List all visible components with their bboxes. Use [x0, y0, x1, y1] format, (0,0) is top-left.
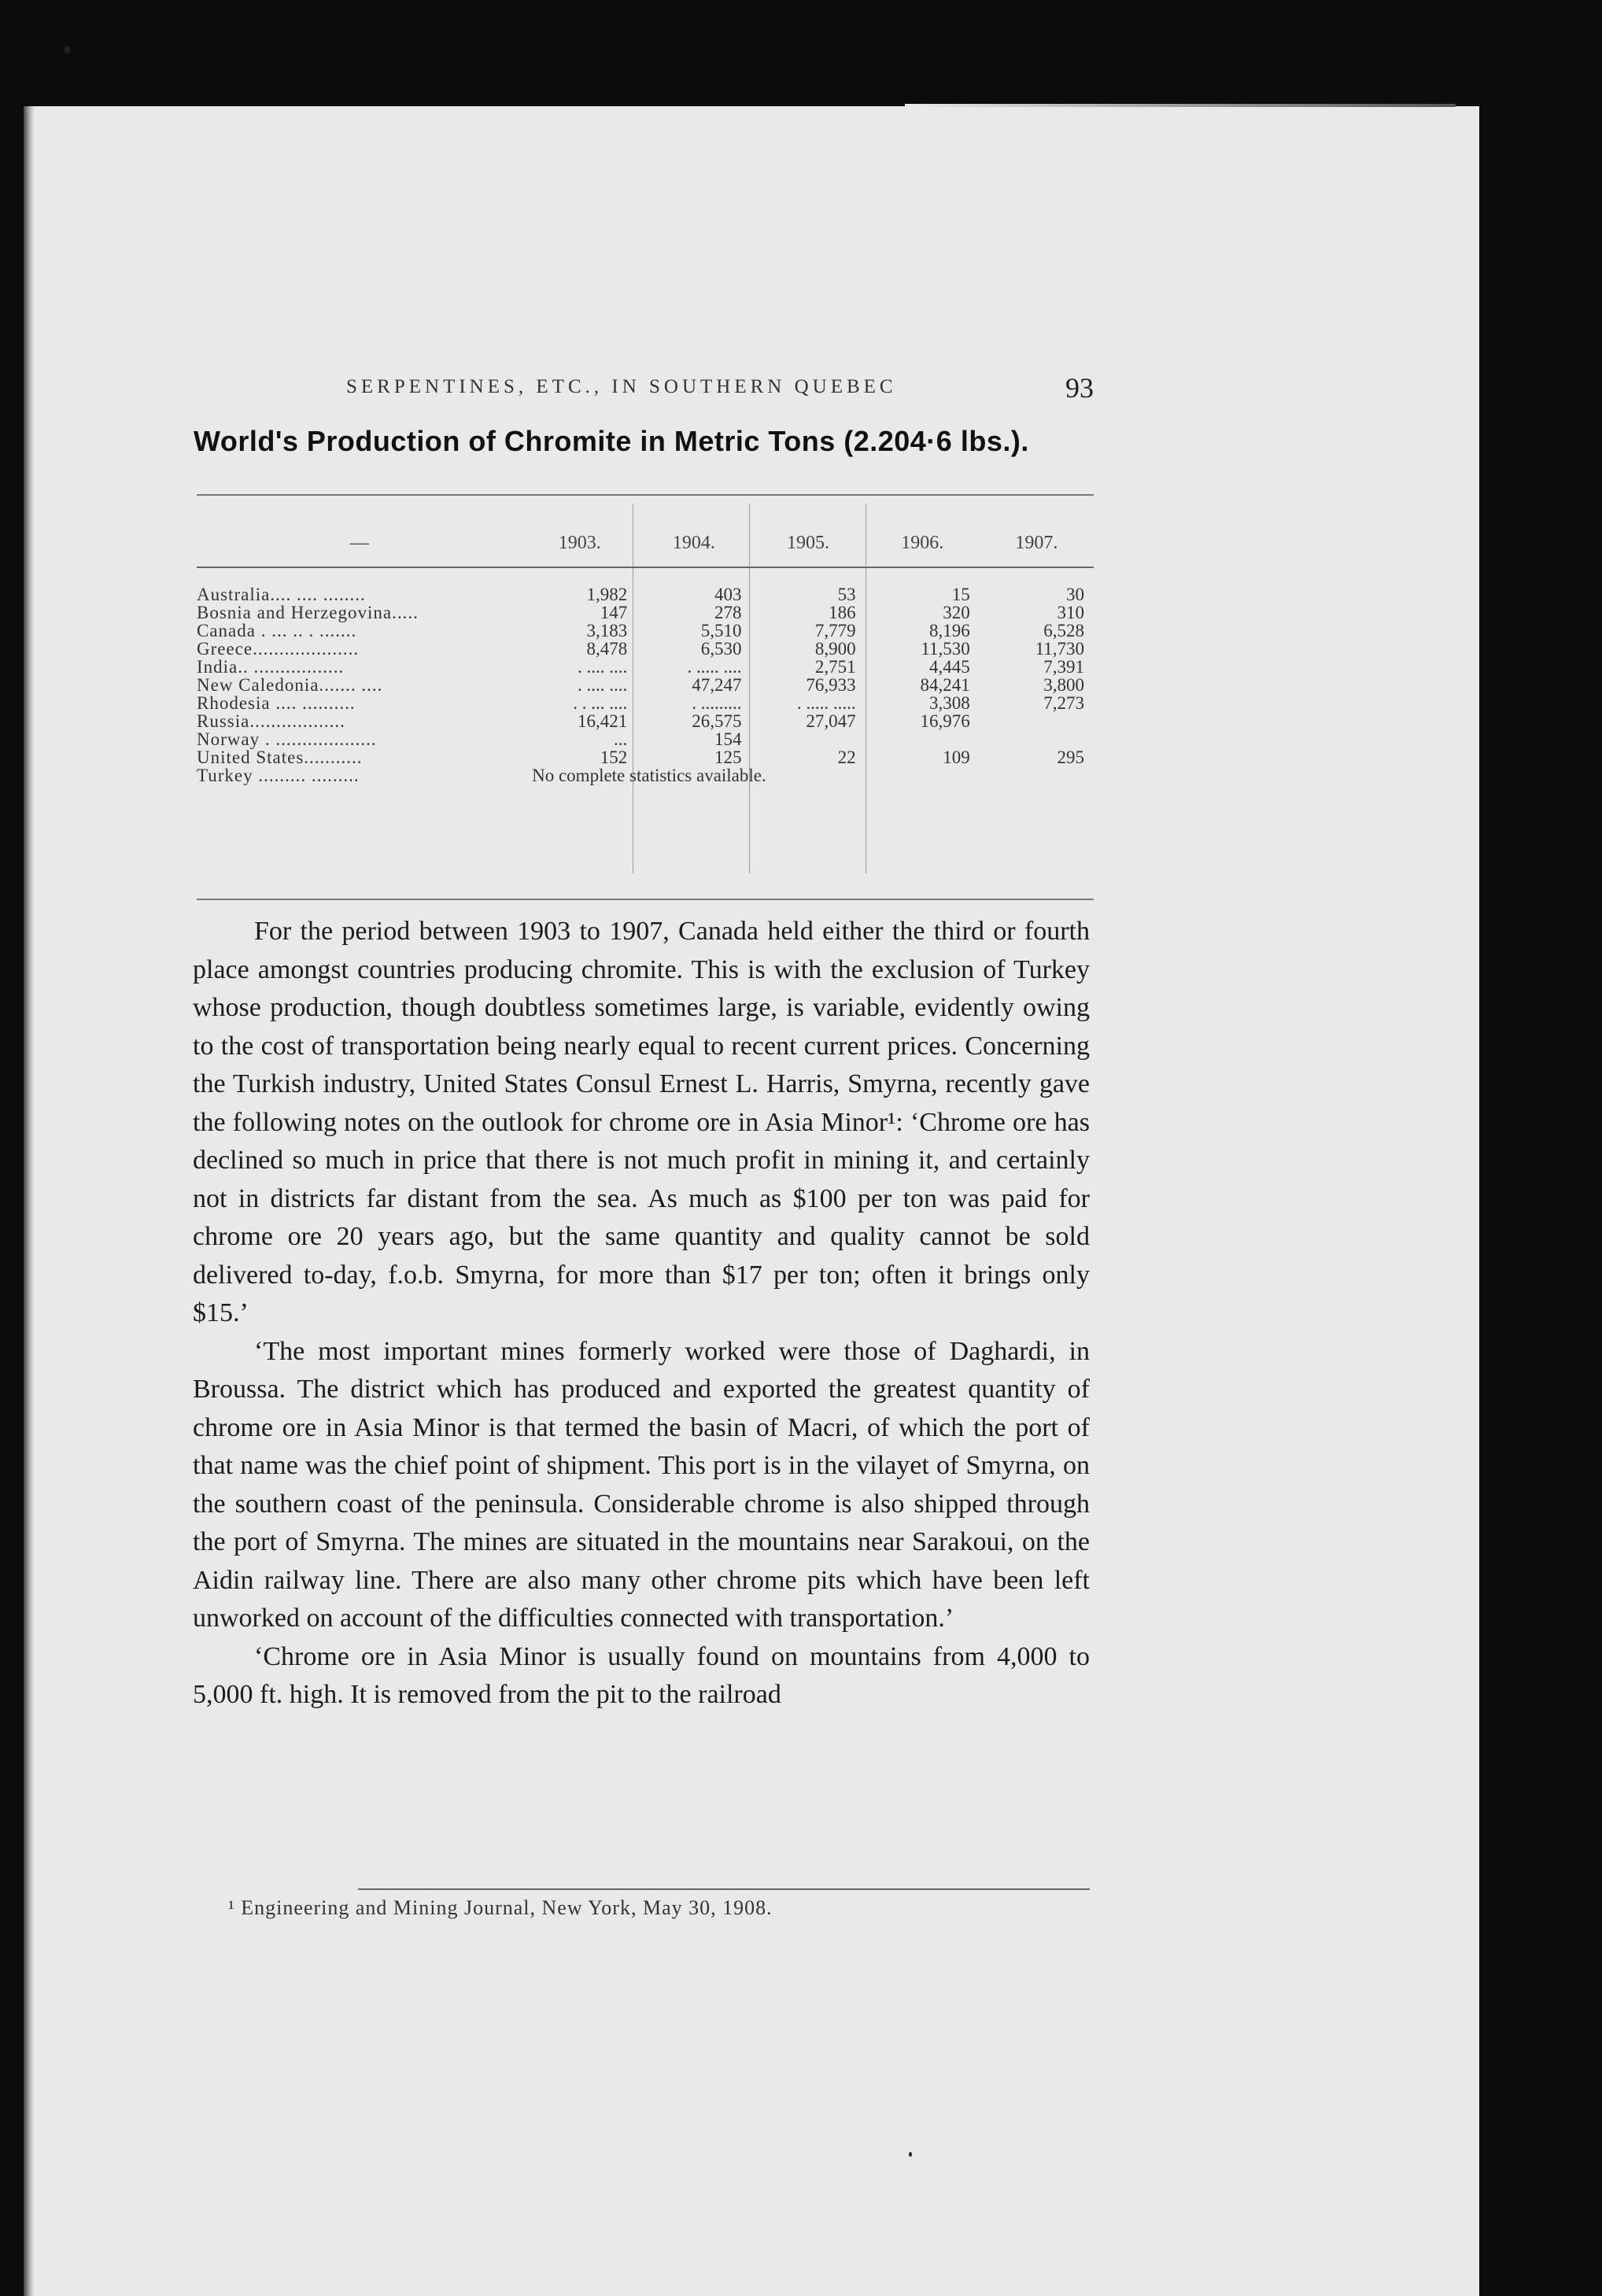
- year-header: 1906.: [866, 519, 980, 567]
- table-row: [197, 730, 1094, 748]
- year-header: 1905.: [751, 519, 865, 567]
- paragraph: ‘Chrome ore in Asia Minor is usually found on mountains from 4,000 to 5,000 ft. high. It is removed from the pit to the railroad: [193, 1641, 1090, 1709]
- value-cell: 6,528: [1043, 621, 1084, 640]
- value-cell: 22: [837, 747, 856, 767]
- value-cell: 26,575: [692, 711, 742, 731]
- value-cell: 4,445: [929, 657, 970, 677]
- value-cell: . .........: [692, 693, 742, 713]
- scan-speck: [909, 2152, 912, 2157]
- table-row: [197, 676, 1094, 694]
- table-top-rule: [197, 494, 1094, 496]
- table-row: [197, 748, 1094, 766]
- value-cell: 53: [837, 585, 856, 604]
- value-cell: 2,751: [814, 657, 856, 677]
- year-header: 1903.: [522, 519, 637, 567]
- value-cell: 320: [943, 603, 970, 622]
- value-cell: 3,800: [1043, 675, 1084, 695]
- value-cell: 3,308: [929, 693, 970, 713]
- country-cell: New Caledonia....... ....: [197, 675, 383, 695]
- page-top-edge: [905, 104, 1456, 107]
- value-cell: ...: [614, 729, 628, 749]
- country-cell: Norway . ...................: [197, 729, 377, 749]
- value-cell: 11,530: [921, 639, 970, 659]
- value-cell: 27,047: [806, 711, 856, 731]
- year-header: 1907.: [980, 519, 1094, 567]
- value-cell: 125: [714, 747, 742, 767]
- no-statistics-note: No complete statistics available.: [532, 766, 766, 785]
- country-cell: Greece....................: [197, 639, 360, 659]
- value-cell: 84,241: [920, 675, 970, 695]
- year-header: 1904.: [637, 519, 751, 567]
- paragraph: For the period between 1903 to 1907, Canada held either the third or fourth place amongst countries producing chromite. This is with the exclusion of Turkey whose production, though doubtless sometimes large, is variable, evidently owing to the cost of transportation being nearly equal to recent current prices. Concerning the Turkish industry, United States Consul Ernest L. Harris, Smyrna, recently gave the following notes on the outlook for chrome ore in Asia Minor¹: ‘Chrome ore has declined so much in price that there is not much profit in mining it, and certainly not in districts far distant from the sea. As much as $100 per ton was paid for chrome ore 20 years ago, but the same quantity and quality cannot be sold delivered to-day, f.o.b. Smyrna, for more than $17 per ton; often it brings only $15.’: [193, 917, 1090, 1327]
- table-row: [197, 766, 1094, 784]
- table-row: [197, 567, 1094, 604]
- country-cell: Canada . ... .. . .......: [197, 621, 357, 640]
- value-cell: 16,976: [920, 711, 970, 731]
- value-cell: 109: [943, 747, 970, 767]
- value-cell: 7,391: [1043, 657, 1084, 677]
- running-head: SERPENTINES, ETC., IN SOUTHERN QUEBEC: [346, 376, 897, 397]
- value-cell: 152: [600, 747, 628, 767]
- country-cell: United States...........: [197, 747, 363, 767]
- value-cell: [980, 730, 1094, 748]
- value-cell: 76,933: [806, 675, 856, 695]
- scan-speck: [65, 46, 70, 54]
- value-cell: 5,510: [700, 621, 742, 640]
- value-cell: 147: [600, 603, 628, 622]
- value-cell: 186: [829, 603, 856, 622]
- country-cell: Rhodesia .... ..........: [197, 693, 356, 713]
- value-cell: . . ... ....: [573, 693, 628, 713]
- value-cell: 15: [951, 585, 970, 604]
- country-cell: Turkey ......... .........: [197, 766, 360, 785]
- page-header: [346, 372, 1094, 408]
- body-text: [193, 913, 1090, 1715]
- value-cell: 47,247: [692, 675, 742, 695]
- country-cell: Bosnia and Herzegovina.....: [197, 603, 419, 622]
- page-edge-shadow: [24, 106, 35, 2296]
- country-cell: India.. .................: [197, 657, 345, 677]
- table-row: [197, 658, 1094, 676]
- table-title: World's Production of Chromite in Metric Tons (2.204·6 lbs.).: [194, 425, 1029, 457]
- page-number: 93: [1065, 372, 1094, 404]
- corner-cell: —: [197, 519, 522, 567]
- value-cell: 16,421: [578, 711, 628, 731]
- value-cell: . ..... .....: [796, 693, 856, 713]
- value-cell: . .... ....: [578, 657, 628, 677]
- value-cell: 295: [1057, 747, 1084, 767]
- footnote-rule: [358, 1888, 1090, 1890]
- value-cell: [866, 730, 980, 748]
- value-cell: . ..... ....: [687, 657, 742, 677]
- value-cell: 7,273: [1043, 693, 1084, 713]
- table-row: [197, 694, 1094, 712]
- country-cell: Australia.... .... ........: [197, 585, 366, 604]
- table-row: [197, 622, 1094, 640]
- value-cell: 8,478: [586, 639, 628, 659]
- value-cell: [751, 730, 865, 748]
- table-header-row: [197, 519, 1094, 567]
- paragraph: ‘The most important mines formerly worked were those of Daghardi, in Broussa. The district which has produced and exported the greatest quantity of chrome ore in Asia Minor is that termed the basin of Macri, of which the port of that name was the chief point of shipment. This port is in the vilayet of Smyrna, on the southern coast of the peninsula. Considerable chrome is also shipped through the port of Smyrna. The mines are situated in the mountains near Sarakoui, on the Aidin railway line. There are also many other chrome pits which have been left unworked on account of the difficulties connected with transportation.’: [193, 1336, 1090, 1633]
- value-cell: 8,196: [929, 621, 970, 640]
- footnote: ¹ Engineering and Mining Journal, New York, May 30, 1908.: [228, 1896, 773, 1919]
- value-cell: 6,530: [700, 639, 742, 659]
- table-row: [197, 640, 1094, 658]
- value-cell: . .... ....: [578, 675, 628, 695]
- table-row: [197, 712, 1094, 730]
- value-cell: 154: [714, 729, 742, 749]
- table-bottom-rule: [197, 899, 1094, 900]
- value-cell: 11,730: [1035, 639, 1084, 659]
- value-cell: 403: [714, 585, 742, 604]
- chromite-production-table: [197, 519, 1094, 784]
- value-cell: 7,779: [814, 621, 856, 640]
- value-cell: 310: [1057, 603, 1084, 622]
- value-cell: 8,900: [814, 639, 856, 659]
- country-cell: Russia..................: [197, 711, 345, 731]
- value-cell: 3,183: [586, 621, 628, 640]
- value-cell: 1,982: [586, 585, 628, 604]
- value-cell: 30: [1066, 585, 1084, 604]
- value-cell: 278: [714, 603, 742, 622]
- value-cell: [980, 712, 1094, 730]
- table-row: [197, 604, 1094, 622]
